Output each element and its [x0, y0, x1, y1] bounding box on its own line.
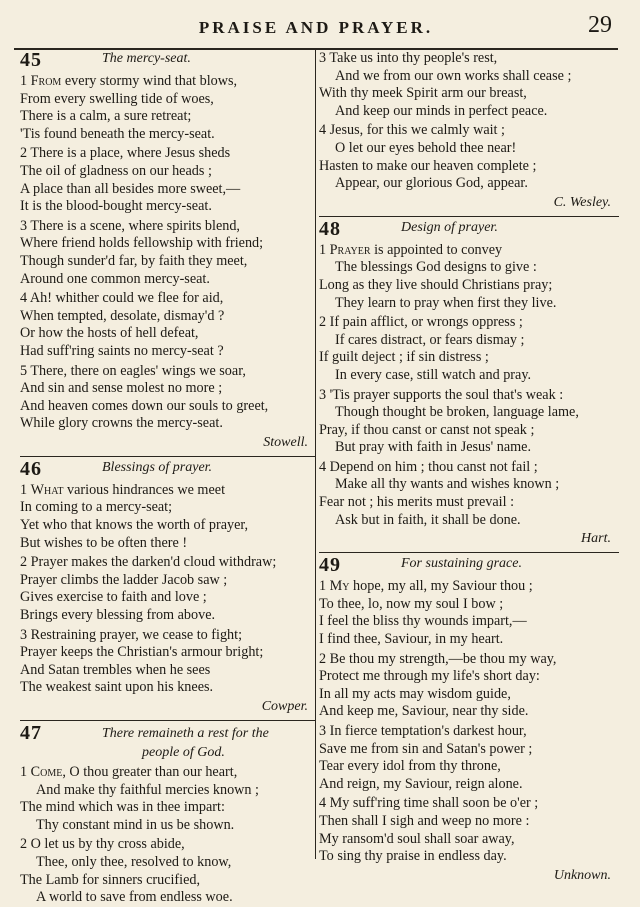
stanza-number: 3 [319, 723, 330, 739]
verse-line [319, 277, 619, 295]
verse-text: But pray with faith in Jesus' name. [335, 439, 532, 456]
hymn-49 [319, 556, 619, 884]
stanza [20, 627, 316, 697]
stanza-number: 1 [20, 764, 31, 780]
verse-text: I feel the bliss thy wounds impart,— [319, 613, 527, 630]
verse-line [20, 108, 316, 126]
verse-text: Though sunder'd far, by faith they meet, [20, 252, 248, 269]
verse-line [319, 259, 619, 277]
hymn-author: Hart. [581, 531, 611, 547]
verse-line [20, 253, 316, 271]
verse-line [20, 415, 316, 433]
verse-text: Then shall I sigh and weep no more : [319, 812, 530, 829]
verse-text: There, there on eagles' wings we soar, [30, 362, 246, 379]
hymn-rule [20, 456, 316, 457]
verse-line [20, 398, 316, 416]
verse-line [319, 494, 619, 512]
hymn-author: C. Wesley. [553, 194, 611, 210]
verse-line [319, 578, 619, 596]
verse-line [319, 404, 619, 422]
verse-text: Ask but in faith, it shall be done. [335, 511, 521, 528]
hymn-heading [319, 217, 619, 240]
verse-text: There is a calm, a sure retreat; [20, 108, 192, 125]
verse-text: O let us by thy cross abide, [30, 836, 185, 853]
verse-line [319, 242, 619, 260]
verse-text: My ransom'd soul shall soar away, [319, 830, 515, 847]
verse-line [20, 499, 316, 517]
verse-line [319, 175, 619, 193]
verse-text: Yet who that knows the worth of prayer, [20, 517, 249, 534]
verse-line [20, 607, 316, 625]
verse-line [20, 627, 316, 645]
verse-line [319, 314, 619, 332]
stanza-number: 1 [319, 241, 330, 258]
verse-text: And make thy faithful mercies known ; [36, 781, 260, 798]
verse-text: With thy meek Spirit arm our breast, [319, 85, 527, 102]
verse-line [319, 68, 619, 86]
hymn-heading [20, 51, 316, 71]
verse-line [20, 181, 316, 199]
verse-line [319, 686, 619, 704]
verse-line [319, 795, 619, 813]
verse-text: Be thou my strength,—be thou my way, [329, 650, 557, 667]
verse-text: Thee, only thee, resolved to know, [36, 853, 232, 870]
verse-line [319, 651, 619, 669]
stanza-number: 3 [319, 50, 330, 66]
stanza-initial-word: From [30, 73, 62, 89]
verse-line [20, 782, 316, 800]
stanza-initial-word: My [329, 578, 350, 595]
verse-text: The Lamb for sinners crucified, [20, 871, 201, 888]
verse-text: To thee, lo, now my soul I bow ; [319, 595, 504, 612]
verse-line [20, 235, 316, 253]
stanza [319, 723, 619, 793]
verse-text: In coming to a mercy-seat; [20, 499, 173, 516]
stanza-number: 4 [20, 290, 30, 307]
verse-text: There is a scene, where spirits blend, [30, 217, 240, 234]
verse-text: In fierce temptation's darkest hour, [329, 723, 527, 739]
verse-text: It is the blood-bought mercy-seat. [20, 198, 212, 215]
verse-text: Or how the hosts of hell defeat, [20, 325, 199, 342]
stanza [319, 387, 619, 457]
verse-line [20, 73, 316, 91]
verse-line [319, 512, 619, 530]
hymn-title: Design of prayer. [401, 219, 498, 235]
stanza [319, 314, 619, 384]
stanza [20, 73, 316, 143]
hymn-author: Cowper. [261, 699, 308, 714]
verse-line [319, 741, 619, 759]
verse-line [20, 145, 316, 163]
verse-line [20, 535, 316, 553]
verse-line [319, 723, 619, 741]
hymn-author: Stowell. [263, 434, 308, 450]
left-column [20, 48, 316, 906]
verse-line [319, 367, 619, 385]
stanza [319, 242, 619, 312]
hymn-title-line: people of God. [142, 745, 225, 760]
verse-text: Gives exercise to faith and love ; [20, 589, 207, 606]
verse-line [319, 596, 619, 614]
page-number: 29 [588, 12, 612, 38]
verse-line [319, 50, 619, 68]
stanza [20, 764, 316, 834]
verse-line [20, 363, 316, 381]
verse-line [20, 343, 316, 361]
hymn-title [102, 724, 316, 762]
verse-line [20, 218, 316, 236]
verse-text: Brings every blessing from above. [20, 607, 216, 624]
hymn-number: 47 [20, 722, 42, 744]
verse-text: And heaven comes down our souls to greet, [20, 397, 269, 414]
verse-line [319, 332, 619, 350]
verse-text: While glory crowns the mercy-seat. [20, 415, 223, 432]
stanza-initial-word: What [30, 481, 64, 498]
verse-line [20, 91, 316, 109]
verse-line [319, 140, 619, 158]
verse-text: Though thought be broken, language lame, [335, 404, 579, 421]
verse-text: Pray, if thou canst or canst not speak ; [319, 421, 535, 438]
stanza [20, 554, 316, 624]
verse-text: Had suff'ring saints no mercy-seat ? [20, 342, 224, 359]
verse-line [20, 589, 316, 607]
verse-line [20, 572, 316, 590]
hymn-author: Unknown. [553, 867, 611, 883]
stanza-number: 4 [319, 122, 330, 139]
stanza-number: 3 [319, 386, 330, 403]
verse-text: Protect me through my life's short day: [319, 668, 540, 685]
verse-line [20, 271, 316, 289]
verse-text: Ah! whither could we flee for aid, [29, 290, 224, 307]
verse-line [20, 482, 316, 500]
verse-text: From every swelling tide of woes, [20, 90, 214, 107]
verse-line [319, 476, 619, 494]
verse-text: hope, my all, my Saviour thou ; [349, 578, 533, 595]
verse-line [20, 662, 316, 680]
verse-text: Long as they live should Christians pray; [319, 276, 553, 293]
stanza-number: 1 [20, 73, 31, 89]
hymn-number: 45 [20, 49, 42, 71]
stanza-initial-word: Prayer [329, 241, 371, 258]
verse-text: Restraining prayer, we cease to fight; [30, 626, 243, 643]
hymn-number: 46 [20, 457, 42, 480]
verse-text: Prayer climbs the ladder Jacob saw ; [20, 571, 228, 588]
verse-text: The oil of gladness on our heads ; [20, 162, 212, 179]
hymn-heading [319, 556, 619, 576]
verse-text: O let our eyes behold thee near! [335, 139, 517, 156]
verse-text: And keep our minds in perfect peace. [335, 102, 548, 119]
verse-line [319, 349, 619, 367]
verse-text: Prayer makes the darken'd cloud withdraw; [30, 554, 277, 571]
verse-line [319, 295, 619, 313]
hymn-46 [20, 457, 316, 715]
verse-text: Hasten to make our heaven complete ; [319, 157, 537, 174]
verse-text: And Satan trembles when he sees [20, 661, 211, 678]
verse-text: is appointed to convey [370, 241, 503, 258]
verse-line [319, 848, 619, 866]
stanza [20, 218, 316, 288]
verse-line [20, 644, 316, 662]
verse-line [20, 380, 316, 398]
verse-text: And keep me, Saviour, near thy side. [319, 703, 529, 720]
verse-line [20, 308, 316, 326]
verse-text: 'Tis found beneath the mercy-seat. [20, 125, 215, 142]
stanza-number: 2 [20, 145, 31, 162]
verse-line [20, 554, 316, 572]
verse-line [319, 103, 619, 121]
page-header [14, 14, 618, 50]
verse-line [319, 703, 619, 721]
verse-text: And sin and sense molest no more ; [20, 380, 223, 397]
verse-text: In every case, still watch and pray. [335, 366, 532, 383]
verse-text: Save me from sin and Satan's power ; [319, 740, 533, 757]
verse-text: Prayer keeps the Christian's armour bright; [20, 644, 264, 661]
verse-line [20, 854, 316, 872]
stanza [319, 50, 619, 120]
verse-line [20, 290, 316, 308]
verse-text: Around one common mercy-seat. [20, 270, 210, 287]
hymn-rule [319, 552, 619, 553]
hymn-title-line: There remaineth a rest for the [102, 726, 269, 741]
verse-text: In all my acts may wisdom guide, [319, 685, 511, 702]
verse-text: Fear not ; his merits must prevail : [319, 494, 515, 511]
stanza-number: 3 [20, 626, 31, 643]
verse-line [319, 631, 619, 649]
verse-line [319, 776, 619, 794]
verse-line [319, 613, 619, 631]
hymn-title: For sustaining grace. [401, 556, 522, 572]
verse-line [319, 158, 619, 176]
verse-line [20, 799, 316, 817]
hymn-rule [20, 720, 316, 721]
stanza-number: 5 [20, 362, 31, 379]
verse-text: If guilt deject ; if sin distress ; [319, 349, 489, 366]
verse-line [20, 198, 316, 216]
verse-line [319, 459, 619, 477]
verse-line [20, 163, 316, 181]
verse-text: If pain afflict, or wrongs oppress ; [329, 314, 523, 331]
stanza-number: 2 [319, 314, 330, 331]
hymn-47 [20, 724, 316, 907]
verse-text: If cares distract, or fears dismay ; [335, 331, 525, 348]
verse-line [319, 831, 619, 849]
verse-line [319, 122, 619, 140]
verse-line [20, 889, 316, 907]
stanza [20, 290, 316, 360]
stanza-number: 3 [20, 217, 31, 234]
verse-text: every stormy wind that blows, [61, 73, 238, 89]
stanza [20, 482, 316, 552]
verse-line [319, 758, 619, 776]
hymn-title: The mercy-seat. [102, 51, 191, 66]
verse-text: The blessings God designs to give : [335, 259, 537, 276]
verse-text: The mind which was in thee impart: [20, 799, 225, 816]
stanza-number: 2 [20, 836, 31, 853]
verse-text: Where friend holds fellowship with friend; [20, 235, 264, 252]
verse-text: Depend on him ; thou canst not fail ; [329, 458, 538, 475]
stanza [20, 836, 316, 906]
verse-line [20, 679, 316, 697]
stanza-number: 1 [319, 578, 330, 595]
verse-text: various hindrances we meet [63, 481, 226, 498]
verse-text: Tear every idol from thy throne, [319, 758, 501, 775]
stanza [20, 145, 316, 215]
verse-text: 'Tis prayer supports the soul that's weak : [329, 386, 564, 403]
hymn-45 [20, 51, 316, 451]
verse-line [319, 439, 619, 457]
verse-line [20, 836, 316, 854]
stanza-number: 2 [319, 650, 330, 667]
hymn-rule [319, 216, 619, 217]
stanza [20, 363, 316, 433]
verse-line [20, 817, 316, 835]
hymn-title: Blessings of prayer. [102, 459, 213, 475]
verse-text: To sing thy praise in endless day. [319, 848, 507, 865]
hymn-heading [20, 457, 316, 480]
stanza [319, 795, 619, 865]
verse-text: A world to save from endless woe. [36, 889, 233, 906]
hymn-48 [319, 217, 619, 548]
hymn-number: 48 [319, 217, 341, 240]
verse-line [319, 85, 619, 103]
verse-line [319, 387, 619, 405]
verse-text: A place than all besides more sweet,— [20, 180, 241, 197]
running-title: PRAISE AND PRAYER. [198, 18, 434, 37]
stanza [319, 122, 619, 192]
verse-text: But wishes to be often there ! [20, 534, 188, 551]
verse-text: Appear, our glorious God, appear. [335, 175, 528, 192]
verse-line [20, 764, 316, 782]
verse-text: O thou greater than our heart, [65, 764, 238, 780]
verse-line [20, 517, 316, 535]
verse-text: There is a place, where Jesus sheds [30, 145, 231, 162]
stanza-initial-word: Come, [30, 764, 66, 780]
verse-text: Thy constant mind in us be shown. [36, 816, 235, 833]
stanza [319, 651, 619, 721]
verse-line [20, 126, 316, 144]
verse-text: Take us into thy people's rest, [329, 50, 498, 66]
verse-text: When tempted, desolate, dismay'd ? [20, 307, 225, 324]
verse-text: They learn to pray when first they live. [335, 294, 557, 311]
verse-line [20, 325, 316, 343]
stanza-number: 2 [20, 554, 31, 571]
verse-text: The weakest saint upon his knees. [20, 679, 214, 696]
stanza-number: 1 [20, 481, 31, 498]
verse-line [319, 422, 619, 440]
verse-text: And reign, my Saviour, reign alone. [319, 775, 523, 792]
right-column [319, 48, 619, 881]
hymn-number: 49 [319, 554, 341, 577]
verse-line [319, 813, 619, 831]
hymn-heading [20, 724, 316, 762]
verse-text: My suff'ring time shall soon be o'er ; [329, 795, 539, 812]
verse-text: I find thee, Saviour, in my heart. [319, 631, 504, 648]
stanza-number: 4 [319, 458, 330, 475]
hymn-47-continued [319, 50, 619, 211]
stanza [319, 459, 619, 529]
verse-text: Jesus, for this we calmly wait ; [329, 122, 505, 139]
stanza-number: 4 [319, 795, 330, 812]
verse-line [319, 668, 619, 686]
stanza [319, 578, 619, 648]
verse-text: And we from our own works shall cease ; [335, 67, 572, 84]
verse-text: Make all thy wants and wishes known ; [335, 476, 560, 493]
